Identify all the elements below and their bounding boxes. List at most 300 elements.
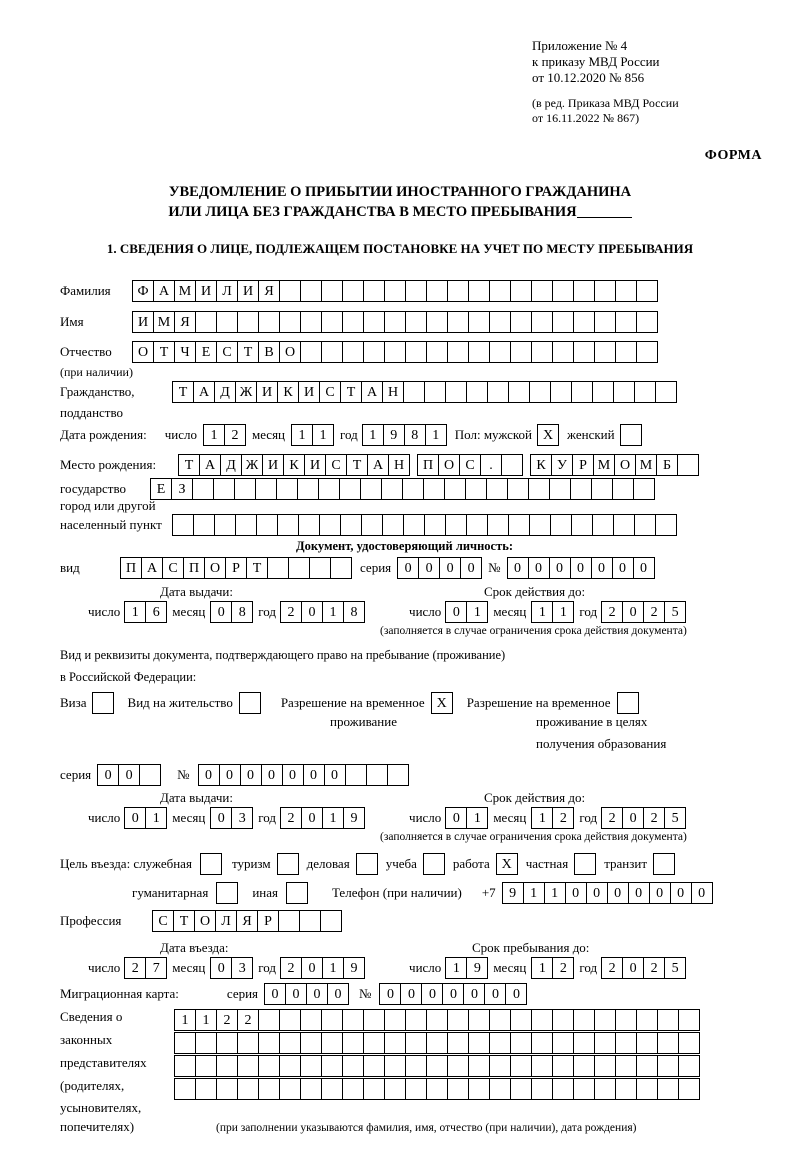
char-cell[interactable] [321, 1009, 343, 1031]
char-cell[interactable] [636, 1078, 658, 1100]
char-cell[interactable] [594, 1078, 616, 1100]
edu-residence-checkbox[interactable] [617, 692, 639, 714]
temp-residence-checkbox[interactable]: Х [431, 692, 453, 714]
legal-rep-row-1[interactable] [174, 1009, 700, 1031]
char-cell[interactable] [384, 1032, 406, 1054]
char-cell[interactable]: Р [572, 454, 594, 476]
char-cell[interactable]: 0 [691, 882, 713, 904]
char-cell[interactable] [405, 1009, 427, 1031]
char-cell[interactable]: А [367, 454, 389, 476]
char-cell[interactable] [468, 311, 490, 333]
birth-month-input[interactable] [291, 424, 334, 446]
char-cell[interactable] [277, 514, 299, 536]
char-cell[interactable] [424, 514, 446, 536]
char-cell[interactable] [309, 557, 331, 579]
char-cell[interactable] [657, 1009, 679, 1031]
char-cell[interactable]: 1 [174, 1009, 196, 1031]
char-cell[interactable]: Я [258, 280, 280, 302]
char-cell[interactable]: М [635, 454, 657, 476]
char-cell[interactable] [363, 311, 385, 333]
char-cell[interactable] [216, 311, 238, 333]
char-cell[interactable] [276, 478, 298, 500]
char-cell[interactable]: 0 [418, 557, 440, 579]
stay-day-input[interactable] [445, 957, 488, 979]
residence-permit-checkbox[interactable] [239, 692, 261, 714]
char-cell[interactable]: И [195, 280, 217, 302]
char-cell[interactable]: А [193, 381, 215, 403]
char-cell[interactable] [216, 1032, 238, 1054]
phone-input[interactable] [502, 882, 713, 904]
char-cell[interactable]: С [459, 454, 481, 476]
char-cell[interactable]: 8 [404, 424, 426, 446]
char-cell[interactable] [552, 1078, 574, 1100]
char-cell[interactable]: 0 [324, 764, 346, 786]
char-cell[interactable] [573, 341, 595, 363]
purpose-service-checkbox[interactable] [200, 853, 222, 875]
char-cell[interactable]: 2 [216, 1009, 238, 1031]
char-cell[interactable] [195, 1032, 217, 1054]
char-cell[interactable] [573, 1078, 595, 1100]
char-cell[interactable]: А [199, 454, 221, 476]
char-cell[interactable] [508, 381, 530, 403]
char-cell[interactable]: И [262, 454, 284, 476]
legal-rep-row-3[interactable] [174, 1055, 700, 1077]
char-cell[interactable]: 0 [505, 983, 527, 1005]
char-cell[interactable] [405, 1078, 427, 1100]
char-cell[interactable]: 2 [552, 807, 574, 829]
char-cell[interactable] [507, 478, 529, 500]
char-cell[interactable]: Б [656, 454, 678, 476]
char-cell[interactable] [256, 514, 278, 536]
char-cell[interactable]: О [279, 341, 301, 363]
char-cell[interactable]: 1 [466, 807, 488, 829]
char-cell[interactable] [468, 1032, 490, 1054]
char-cell[interactable] [466, 381, 488, 403]
char-cell[interactable] [636, 341, 658, 363]
char-cell[interactable]: 9 [343, 957, 365, 979]
char-cell[interactable]: 1 [124, 601, 146, 623]
char-cell[interactable] [384, 280, 406, 302]
surname-input[interactable] [132, 280, 658, 302]
doc-issue-day-input[interactable] [124, 601, 167, 623]
char-cell[interactable]: 1 [322, 807, 344, 829]
char-cell[interactable] [489, 1078, 511, 1100]
char-cell[interactable]: 0 [303, 764, 325, 786]
char-cell[interactable] [318, 478, 340, 500]
char-cell[interactable] [447, 1032, 469, 1054]
legal-rep-row-4[interactable] [174, 1078, 700, 1100]
char-cell[interactable] [636, 311, 658, 333]
purpose-transit-checkbox[interactable] [653, 853, 675, 875]
char-cell[interactable] [279, 280, 301, 302]
char-cell[interactable] [363, 341, 385, 363]
sex-male-checkbox[interactable]: Х [537, 424, 559, 446]
char-cell[interactable] [531, 311, 553, 333]
char-cell[interactable]: 0 [484, 983, 506, 1005]
char-cell[interactable] [195, 311, 217, 333]
char-cell[interactable] [552, 341, 574, 363]
char-cell[interactable] [594, 1055, 616, 1077]
permit-issue-year-input[interactable] [280, 807, 365, 829]
char-cell[interactable]: 0 [301, 957, 323, 979]
char-cell[interactable]: 2 [280, 807, 302, 829]
char-cell[interactable] [447, 1078, 469, 1100]
char-cell[interactable] [235, 514, 257, 536]
legal-rep-row-2[interactable] [174, 1032, 700, 1054]
char-cell[interactable] [382, 514, 404, 536]
char-cell[interactable] [487, 381, 509, 403]
char-cell[interactable]: 0 [301, 601, 323, 623]
char-cell[interactable]: 0 [622, 957, 644, 979]
char-cell[interactable] [320, 910, 342, 932]
char-cell[interactable]: 9 [502, 882, 524, 904]
char-cell[interactable]: 0 [565, 882, 587, 904]
char-cell[interactable] [510, 341, 532, 363]
char-cell[interactable] [677, 454, 699, 476]
char-cell[interactable] [405, 1055, 427, 1077]
purpose-humanitarian-checkbox[interactable] [216, 882, 238, 904]
char-cell[interactable]: 1 [203, 424, 225, 446]
char-cell[interactable]: 0 [633, 557, 655, 579]
char-cell[interactable] [384, 1055, 406, 1077]
char-cell[interactable] [592, 514, 614, 536]
char-cell[interactable] [237, 1032, 259, 1054]
char-cell[interactable] [384, 1078, 406, 1100]
char-cell[interactable] [423, 478, 445, 500]
char-cell[interactable]: 0 [219, 764, 241, 786]
char-cell[interactable]: 0 [327, 983, 349, 1005]
char-cell[interactable] [447, 1009, 469, 1031]
char-cell[interactable]: Н [388, 454, 410, 476]
char-cell[interactable] [466, 514, 488, 536]
char-cell[interactable]: 0 [285, 983, 307, 1005]
char-cell[interactable] [501, 454, 523, 476]
char-cell[interactable]: 0 [591, 557, 613, 579]
char-cell[interactable] [216, 1078, 238, 1100]
char-cell[interactable]: 0 [97, 764, 119, 786]
char-cell[interactable]: 0 [442, 983, 464, 1005]
char-cell[interactable] [279, 1032, 301, 1054]
stay-year-input[interactable] [601, 957, 686, 979]
char-cell[interactable] [192, 478, 214, 500]
char-cell[interactable] [195, 1055, 217, 1077]
char-cell[interactable] [486, 478, 508, 500]
char-cell[interactable] [594, 1009, 616, 1031]
char-cell[interactable]: 0 [670, 882, 692, 904]
char-cell[interactable] [342, 1055, 364, 1077]
char-cell[interactable]: 0 [306, 983, 328, 1005]
char-cell[interactable] [403, 381, 425, 403]
char-cell[interactable]: 0 [301, 807, 323, 829]
birth-state-input[interactable] [178, 454, 410, 476]
char-cell[interactable] [300, 341, 322, 363]
char-cell[interactable]: 1 [362, 424, 384, 446]
char-cell[interactable]: Т [346, 454, 368, 476]
char-cell[interactable]: У [551, 454, 573, 476]
char-cell[interactable]: 0 [439, 557, 461, 579]
doc-number-input[interactable] [507, 557, 655, 579]
char-cell[interactable]: И [256, 381, 278, 403]
char-cell[interactable]: Я [236, 910, 258, 932]
char-cell[interactable]: Т [173, 910, 195, 932]
char-cell[interactable]: 9 [466, 957, 488, 979]
char-cell[interactable] [531, 1055, 553, 1077]
char-cell[interactable] [297, 478, 319, 500]
profession-input[interactable] [152, 910, 342, 932]
migration-number-input[interactable] [379, 983, 527, 1005]
char-cell[interactable]: 1 [195, 1009, 217, 1031]
char-cell[interactable]: 0 [210, 601, 232, 623]
char-cell[interactable] [214, 514, 236, 536]
char-cell[interactable] [528, 478, 550, 500]
birth-city-input-line2[interactable] [150, 478, 655, 500]
char-cell[interactable]: 1 [552, 601, 574, 623]
char-cell[interactable] [615, 280, 637, 302]
char-cell[interactable]: И [132, 311, 154, 333]
char-cell[interactable] [510, 1032, 532, 1054]
char-cell[interactable]: Т [246, 557, 268, 579]
char-cell[interactable]: Р [257, 910, 279, 932]
char-cell[interactable] [366, 764, 388, 786]
char-cell[interactable]: К [277, 381, 299, 403]
char-cell[interactable] [174, 1078, 196, 1100]
char-cell[interactable]: С [152, 910, 174, 932]
char-cell[interactable]: 2 [224, 424, 246, 446]
char-cell[interactable]: 7 [145, 957, 167, 979]
char-cell[interactable]: 1 [531, 807, 553, 829]
purpose-other-checkbox[interactable] [286, 882, 308, 904]
char-cell[interactable] [267, 557, 289, 579]
char-cell[interactable] [655, 514, 677, 536]
char-cell[interactable]: 0 [210, 807, 232, 829]
char-cell[interactable] [552, 1009, 574, 1031]
char-cell[interactable] [447, 1055, 469, 1077]
char-cell[interactable] [489, 1032, 511, 1054]
char-cell[interactable] [361, 514, 383, 536]
char-cell[interactable] [174, 1055, 196, 1077]
char-cell[interactable] [489, 341, 511, 363]
char-cell[interactable] [573, 1009, 595, 1031]
permit-issue-day-input[interactable] [124, 807, 167, 829]
char-cell[interactable] [447, 280, 469, 302]
doc-type-input[interactable] [120, 557, 352, 579]
char-cell[interactable]: Ж [241, 454, 263, 476]
char-cell[interactable]: М [593, 454, 615, 476]
char-cell[interactable] [445, 514, 467, 536]
char-cell[interactable] [592, 381, 614, 403]
char-cell[interactable] [510, 311, 532, 333]
char-cell[interactable] [550, 514, 572, 536]
char-cell[interactable] [489, 311, 511, 333]
citizenship-input[interactable] [172, 381, 677, 403]
char-cell[interactable] [508, 514, 530, 536]
char-cell[interactable] [444, 478, 466, 500]
char-cell[interactable]: С [319, 381, 341, 403]
char-cell[interactable] [278, 910, 300, 932]
char-cell[interactable] [636, 280, 658, 302]
char-cell[interactable]: А [153, 280, 175, 302]
char-cell[interactable]: 0 [264, 983, 286, 1005]
char-cell[interactable] [300, 1032, 322, 1054]
char-cell[interactable] [237, 311, 259, 333]
char-cell[interactable] [615, 311, 637, 333]
char-cell[interactable]: О [194, 910, 216, 932]
char-cell[interactable] [426, 1032, 448, 1054]
permit-valid-year-input[interactable] [601, 807, 686, 829]
birth-city-input[interactable] [530, 454, 699, 476]
char-cell[interactable] [321, 341, 343, 363]
char-cell[interactable] [468, 1078, 490, 1100]
char-cell[interactable] [636, 1055, 658, 1077]
char-cell[interactable] [363, 1055, 385, 1077]
char-cell[interactable]: 2 [601, 957, 623, 979]
char-cell[interactable] [342, 311, 364, 333]
char-cell[interactable] [531, 341, 553, 363]
char-cell[interactable] [384, 341, 406, 363]
char-cell[interactable] [174, 1032, 196, 1054]
permit-valid-month-input[interactable] [531, 807, 574, 829]
char-cell[interactable] [405, 311, 427, 333]
entry-month-input[interactable] [210, 957, 253, 979]
char-cell[interactable] [345, 764, 367, 786]
char-cell[interactable] [573, 1055, 595, 1077]
char-cell[interactable] [279, 1009, 301, 1031]
char-cell[interactable]: 2 [552, 957, 574, 979]
char-cell[interactable] [424, 381, 446, 403]
char-cell[interactable]: 1 [523, 882, 545, 904]
char-cell[interactable]: 0 [570, 557, 592, 579]
doc-valid-year-input[interactable] [601, 601, 686, 623]
char-cell[interactable]: 0 [240, 764, 262, 786]
char-cell[interactable] [552, 1055, 574, 1077]
name-input[interactable] [132, 311, 658, 333]
char-cell[interactable] [172, 514, 194, 536]
char-cell[interactable]: 0 [397, 557, 419, 579]
char-cell[interactable] [636, 1032, 658, 1054]
char-cell[interactable] [468, 280, 490, 302]
char-cell[interactable] [594, 341, 616, 363]
char-cell[interactable] [405, 280, 427, 302]
char-cell[interactable] [381, 478, 403, 500]
char-cell[interactable] [426, 1009, 448, 1031]
char-cell[interactable] [573, 280, 595, 302]
char-cell[interactable] [321, 311, 343, 333]
char-cell[interactable] [405, 1032, 427, 1054]
char-cell[interactable] [615, 1009, 637, 1031]
char-cell[interactable]: О [132, 341, 154, 363]
char-cell[interactable]: Д [220, 454, 242, 476]
char-cell[interactable]: 2 [643, 957, 665, 979]
char-cell[interactable]: 0 [445, 601, 467, 623]
char-cell[interactable]: Т [237, 341, 259, 363]
char-cell[interactable]: 0 [198, 764, 220, 786]
char-cell[interactable] [613, 381, 635, 403]
char-cell[interactable] [552, 280, 574, 302]
char-cell[interactable] [258, 1078, 280, 1100]
char-cell[interactable] [615, 1078, 637, 1100]
char-cell[interactable] [510, 280, 532, 302]
char-cell[interactable] [531, 1009, 553, 1031]
char-cell[interactable] [342, 341, 364, 363]
char-cell[interactable]: 0 [607, 882, 629, 904]
char-cell[interactable] [678, 1078, 700, 1100]
char-cell[interactable]: А [361, 381, 383, 403]
char-cell[interactable]: 1 [291, 424, 313, 446]
char-cell[interactable] [613, 514, 635, 536]
char-cell[interactable] [529, 514, 551, 536]
char-cell[interactable] [573, 311, 595, 333]
char-cell[interactable] [387, 764, 409, 786]
char-cell[interactable]: 0 [379, 983, 401, 1005]
char-cell[interactable] [678, 1009, 700, 1031]
char-cell[interactable]: Я [174, 311, 196, 333]
char-cell[interactable]: 0 [124, 807, 146, 829]
char-cell[interactable] [447, 341, 469, 363]
char-cell[interactable] [216, 1055, 238, 1077]
char-cell[interactable] [300, 1055, 322, 1077]
char-cell[interactable] [300, 1009, 322, 1031]
char-cell[interactable] [402, 478, 424, 500]
char-cell[interactable] [594, 311, 616, 333]
char-cell[interactable] [426, 341, 448, 363]
char-cell[interactable] [465, 478, 487, 500]
char-cell[interactable] [468, 1009, 490, 1031]
char-cell[interactable] [300, 1078, 322, 1100]
char-cell[interactable] [655, 381, 677, 403]
char-cell[interactable] [339, 478, 361, 500]
char-cell[interactable] [657, 1078, 679, 1100]
char-cell[interactable] [363, 1032, 385, 1054]
char-cell[interactable]: 2 [601, 601, 623, 623]
char-cell[interactable]: 2 [237, 1009, 259, 1031]
char-cell[interactable] [573, 1032, 595, 1054]
char-cell[interactable] [384, 1009, 406, 1031]
purpose-tourism-checkbox[interactable] [277, 853, 299, 875]
char-cell[interactable]: 0 [282, 764, 304, 786]
char-cell[interactable] [594, 1032, 616, 1054]
char-cell[interactable]: Ф [132, 280, 154, 302]
char-cell[interactable] [570, 478, 592, 500]
char-cell[interactable]: 1 [322, 601, 344, 623]
char-cell[interactable] [426, 1078, 448, 1100]
char-cell[interactable]: Т [153, 341, 175, 363]
char-cell[interactable]: Е [195, 341, 217, 363]
char-cell[interactable]: 1 [312, 424, 334, 446]
char-cell[interactable]: Т [178, 454, 200, 476]
char-cell[interactable]: О [438, 454, 460, 476]
purpose-study-checkbox[interactable] [423, 853, 445, 875]
char-cell[interactable] [591, 478, 613, 500]
char-cell[interactable]: 2 [280, 601, 302, 623]
char-cell[interactable] [139, 764, 161, 786]
char-cell[interactable]: Т [172, 381, 194, 403]
char-cell[interactable]: П [183, 557, 205, 579]
char-cell[interactable] [193, 514, 215, 536]
char-cell[interactable]: 1 [531, 601, 553, 623]
char-cell[interactable]: С [325, 454, 347, 476]
char-cell[interactable]: М [153, 311, 175, 333]
char-cell[interactable]: 0 [612, 557, 634, 579]
birth-city-input-line3[interactable] [172, 514, 677, 536]
char-cell[interactable]: 2 [280, 957, 302, 979]
char-cell[interactable] [279, 1078, 301, 1100]
char-cell[interactable] [426, 1055, 448, 1077]
char-cell[interactable] [531, 1078, 553, 1100]
char-cell[interactable]: 0 [421, 983, 443, 1005]
char-cell[interactable] [615, 1032, 637, 1054]
char-cell[interactable]: 8 [231, 601, 253, 623]
char-cell[interactable]: 3 [231, 957, 253, 979]
